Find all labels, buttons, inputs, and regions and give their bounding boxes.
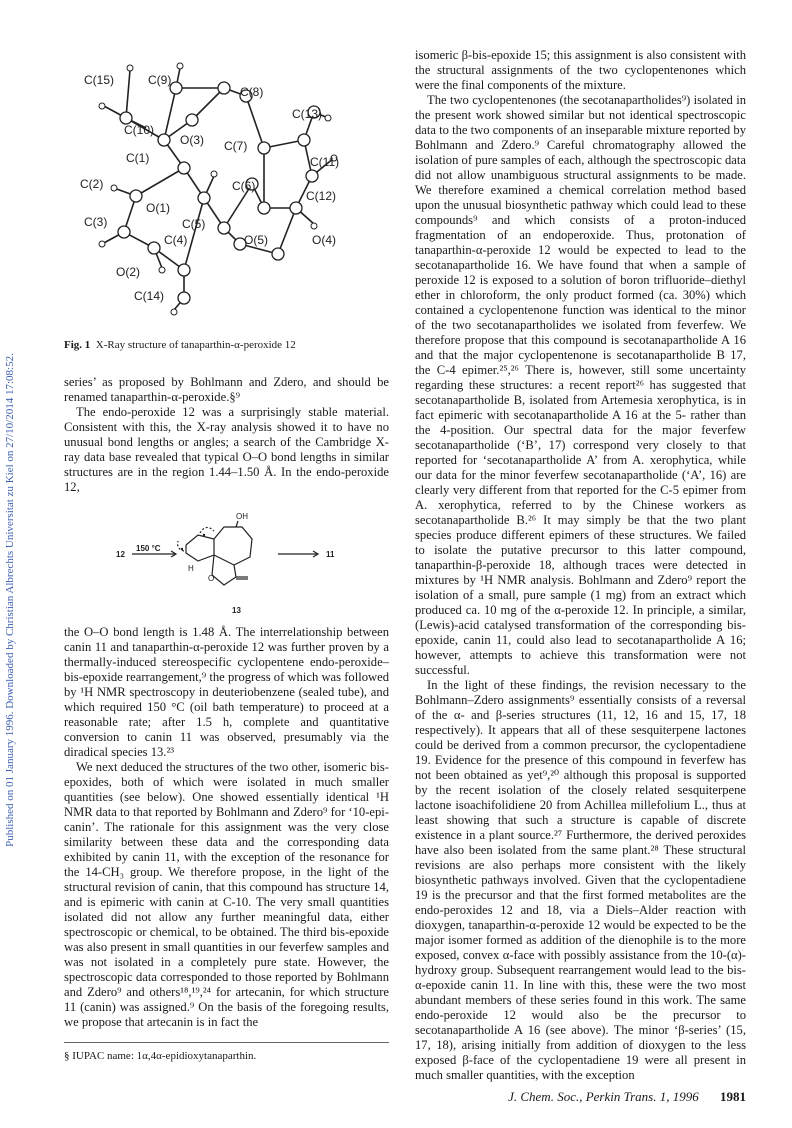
download-stamp-text: Published on 01 January 1996. Downloaded by Christian Albrechts Universitat zu Kiel on 27/10/2014 17:08:52. [4,353,16,847]
paragraph: The two cyclopentenones (the secotanapartholides⁹) isolated in the present work showed similar but not identical spectroscopic data to the two components of an inseparable mixture reported by Bohlmann and Zdero.⁹ Careful chromatography allowed the isolation of pure samples of each, although the spectroscopic data did not allow unambiguous structural assignments to be made. We therefore examined a chemical correlation method based upon the unusual biosynthetic pathway which could lead to these compounds⁹ and which consists of a proton-induced fragmentation of an endoperoxide. Thus, protonation of tanaparthin-α-peroxide 12 would be expected to lead to the secotanapartholide 16. We have found that when a sample of peroxide 12 is exposed to a solution of boron trifluoride–diethyl ether in chloroform, the only product formed (ca. 30%) which contained a cyclopentenone function was identical to the minor of the two secotanapartholides we isolated from feverfew. We therefore propose that this compound is secotanapartholide A 16 and that the major cyclopentenone is secotanapartholide B 17, the C-4 epimer.²⁵,²⁶ There is, however, still some uncertainty regarding these structures: a recent report²⁶ has suggested that secotanapartholide B, isolated from Artemesia xerophytica, is in fact epimeric with secotanapartholide A 16 at the 5- rather than the 4-position. Our spectral data for the major feverfew secotanapartholide (‘B’, 17) correspond very closely to that reported for ‘secotanapartholide A’ from A. xerophytica, while our data for the minor feverfew secotanapartholide (‘A’, 16) are clearly very different from that reported for the C-5 epimer from A. xerophytica, referred to by the Chinese workers as secotanapartholide B.²⁶ It may simply be that the two plant species produce different epimers of these structures. We failed to isolate the putative precursor to this latter compound, tanaparthin-β-peroxide 18, although traces were detected in mixtures by ¹H NMR analysis. Bohlmann and Zdero⁹ report the isolation of a small, pure sample (1 mg) from an extract which produced ca. 10 mg of the α-peroxide 12. In principle, a similar, (Lewis)-acid catalysed transformation of the corresponding bis-epoxide, canin 11, could also lead to secotanapartholide A 16; however, attempts to achieve this transformation were not successful. [415,93,746,677]
atom-label: C(7) [224,139,248,153]
compound-12-label: 12 [116,550,125,559]
paragraph: the O–O bond length is 1.48 Å. The interrelationship between canin 11 and tanaparthin-α-peroxide 12 was further proven by a thermally-induced stereospecific cyclopentene endo-peroxide–bis-epoxide rearrangement,⁹ the progress of which was followed by ¹H NMR spectroscopy in deuteriobenzene (sealed tube), and which required 150 °C (oil bath temperature) to proceed at a reasonable rate; after 1.5 h, complete and quantitative conversion to canin 11 was observed, presumably via the diradical species 13.²³ [64,625,389,759]
o-label: O [208,574,215,583]
footnote-rule [64,1042,389,1043]
atom-label: C(11) [310,155,340,169]
atom-label: C(13) [292,107,323,121]
left-column [64,48,389,1064]
page-number: 1981 [720,1089,746,1104]
journal-citation: J. Chem. Soc., Perkin Trans. 1, 1996 [508,1089,699,1104]
atom-label: O(2) [116,265,140,279]
figure-1-caption [64,338,389,353]
atom-label: C(1) [126,151,150,165]
paragraph: We next deduced the structures of the two other, isomeric bis-epoxides, both of which were isolated in much smaller quantities (see below). One showed essentially identical ¹H NMR data to that reported by Bohlmann and Zdero⁹ for ‘10-epi-canin’. The rationale for this assignment was the very close similarity between these data and the corresponding data exhibited by canin 11, with the exception of the resonance for the 14-CH₃ group. We therefore propose, in the light of the structural revision of canin, that this compound has structure 14, and is epimeric with canin at C-10. The very small quantities isolated did not allow any further meaningful data, either spectroscopic or chemical, to be obtained. The third bis-epoxide was also present in small quantities in our feverfew samples and was not isolated in a completely pure state. However, the spectroscopic data corresponded to those reported by Bohlmann and Zdero⁹ and others¹⁸,¹⁹,²⁴ for artecanin, for which structure 11 (canin) was assigned.⁹ On the basis of the foregoing results, we propose that artecanin is in fact the [64,760,389,1029]
atom-label: C(3) [84,215,108,229]
atom-label: C(9) [148,73,172,87]
atom-label: O(1) [146,201,170,215]
caption-text: X-Ray structure of tanaparthin-α-peroxide 12 [95,339,296,351]
atom-label: C(5) [182,217,206,231]
footnote: § IUPAC name: 1α,4α-epidioxytanaparthin. [64,1050,257,1062]
paragraph: The endo-peroxide 12 was a surprisingly stable material. Consistent with this, the X-ray analysis showed it to have no unusual bond lengths or angles; a search of the Cambridge X-ray data base revealed that typical O–O bond lengths in similar structures are in the region 1.44–1.50 Å. In the endo-peroxide 12, [64,405,389,494]
paragraph: In the light of these findings, the revision necessary to the Bohlmann–Zdero assignments⁹ essentially consists of a reversal of the α- and β-series structures (11, 12, 16 and 15, 17, 18 respectively). It appears that all of these sesquiterpene lactones could be derived from a common precursor, the cyclopentadiene 19. Evidence for the presence of this compound in feverfew has not been obtained as yet⁹,²⁰ although this proposal is supported by the recent isolation of the closely related sesquiterpene lactone isoachifolidiene 20 from Achillea millefolium L., thus at least showing that such a structure is capable of discrete existence in a plant source.²⁷ Furthermore, the derived peroxides have also been isolated from the same plant.²⁸ These structural revisions are also perhaps more consistent with the likely biosynthetic pathways involved. Given that the cyclopentadiene 19 is the precursor and that the first formed metabolites are the endo-peroxides 12 and 18, via a Diels–Alder reaction with dioxygen, tanaparthin-α-peroxide 12 would be expected to be the major isomer formed as addition of the dienophile is to the more exposed, convex α-face with possibly assistance from the 10-(α)-hydroxy group. Subsequent rearrangement would lead to the bis-α-epoxide canin 11. In line with this, these were the two most abundant members of these series found in this work. The same endo-peroxide 12 would also be the precursor to secotanapartholide A 16 (see above). The minor ‘β-series’ (15, 17, 18), arising initially from addition of dioxygen to the less exposed β-face of the cyclopentadiene 19 were all present in much smaller quantities, with the exception [415,678,746,1082]
atom-label: C(12) [306,189,337,203]
paragraph: series’ as proposed by Bohlmann and Zdero, and should be renamed tanaparthin-α-peroxide.§⁹ [64,375,389,404]
figure-1-xray-structure [64,48,389,328]
condition-label: 150 °C [136,544,161,553]
atom-label: C(2) [80,177,104,191]
atom-label: C(4) [164,233,188,247]
atom-label: O(4) [312,233,336,247]
oh-label: OH [236,512,248,521]
atom-label: C(10) [124,123,155,137]
download-stamp [0,0,20,1128]
atom-label: C(14) [134,289,165,303]
xray-structure-drawing [64,48,389,328]
atom-label: C(6) [232,179,256,193]
caption-label: Fig. 1 [64,339,91,351]
scheme-drawing [64,505,389,615]
atom-label: O(3) [180,133,204,147]
right-column [415,48,746,1083]
page-footer [415,1089,746,1105]
compound-13-label: 13 [232,606,241,615]
atom-label: C(8) [240,85,264,99]
compound-11-label: 11 [326,550,335,559]
atom-label: C(15) [84,73,115,87]
rearrangement-scheme [64,505,389,615]
h-label: H [188,564,194,573]
atom-label: O(5) [244,233,268,247]
paragraph: isomeric β-bis-epoxide 15; this assignment is also consistent with the structural assignments of the two cyclopentenones which were the final components of the mixture. [415,48,746,92]
